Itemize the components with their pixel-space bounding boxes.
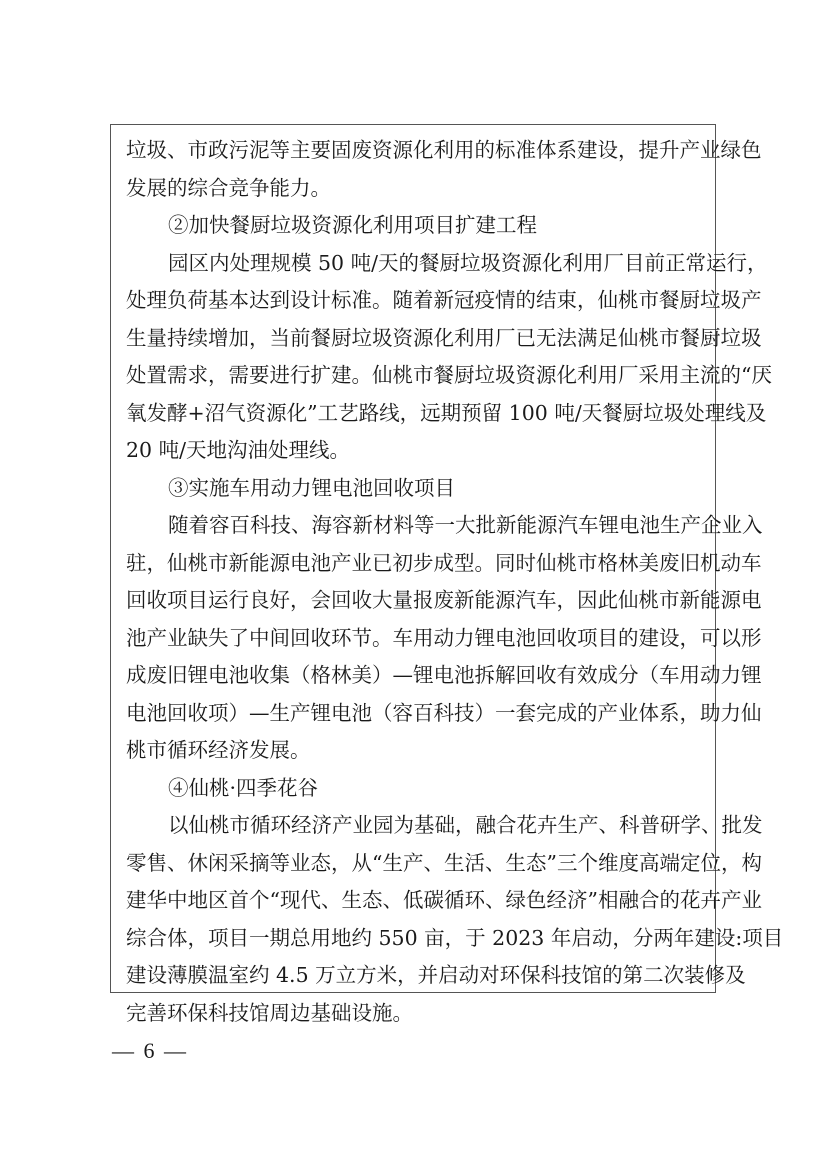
text-line: 回收项目运行良好，会回收大量报废新能源汽车，因此仙桃市新能源电	[126, 588, 762, 612]
text-line: 发展的综合竞争能力。	[126, 175, 331, 200]
text-line: 零售、休闲采摘等业态，从“生产、生活、生态”三个维度高端定位，构	[126, 850, 762, 875]
text-line: 综合体，项目一期总用地约 550 亩，于 2023 年启动，分两年建设:项目	[126, 925, 784, 950]
text-line: 园区内处理规模 50 吨/天的餐厨垃圾资源化利用厂目前正常运行，	[168, 250, 768, 275]
text-line: 垃圾、市政污泥等主要固废资源化利用的标准体系建设，提升产业绿色	[126, 138, 762, 162]
text-line: 建华中地区首个“现代、生态、低碳循环、绿色经济”相融合的花卉产业	[126, 888, 762, 912]
text-line: 桃市循环经济发展。	[126, 738, 311, 762]
text-line: 以仙桃市循环经济产业园为基础，融合花卉生产、科普研学、批发	[168, 813, 763, 837]
text-line: 随着容百科技、海容新材料等一大批新能源汽车锂电池生产企业入	[168, 513, 763, 537]
text-line: 成废旧锂电池收集（格林美）—锂电池拆解回收有效成分（车用动力锂	[126, 663, 762, 687]
body-text	[126, 132, 784, 1032]
section-heading: ③实施车用动力锂电池回收项目	[168, 475, 455, 500]
text-line: 建设薄膜温室约 4.5 万立方米，并启动对环保科技馆的第二次装修及	[126, 963, 746, 987]
text-line: 处理负荷基本达到设计标准。随着新冠疫情的结束，仙桃市餐厨垃圾产	[126, 288, 762, 312]
page-number: — 6 —	[112, 1038, 188, 1063]
section-heading: ②加快餐厨垃圾资源化利用项目扩建工程	[168, 213, 537, 237]
text-line: 池产业缺失了中间回收环节。车用动力锂电池回收项目的建设，可以形	[126, 625, 762, 650]
section-heading: ④仙桃·四季花谷	[168, 775, 319, 800]
text-line: 完善环保科技馆周边基础设施。	[126, 1000, 413, 1025]
text-line: 20 吨/天地沟油处理线。	[126, 438, 351, 462]
text-line: 生量持续增加，当前餐厨垃圾资源化利用厂已无法满足仙桃市餐厨垃圾	[126, 325, 762, 350]
text-line: 氧发酵+沼气资源化”工艺路线，远期预留 100 吨/天餐厨垃圾处理线及	[126, 400, 767, 425]
text-line: 电池回收项）—生产锂电池（容百科技）一套完成的产业体系，助力仙	[126, 700, 762, 725]
text-line: 处置需求，需要进行扩建。仙桃市餐厨垃圾资源化利用厂采用主流的“厌	[126, 363, 772, 387]
text-line: 驻，仙桃市新能源电池产业已初步成型。同时仙桃市格林美废旧机动车	[126, 550, 762, 575]
